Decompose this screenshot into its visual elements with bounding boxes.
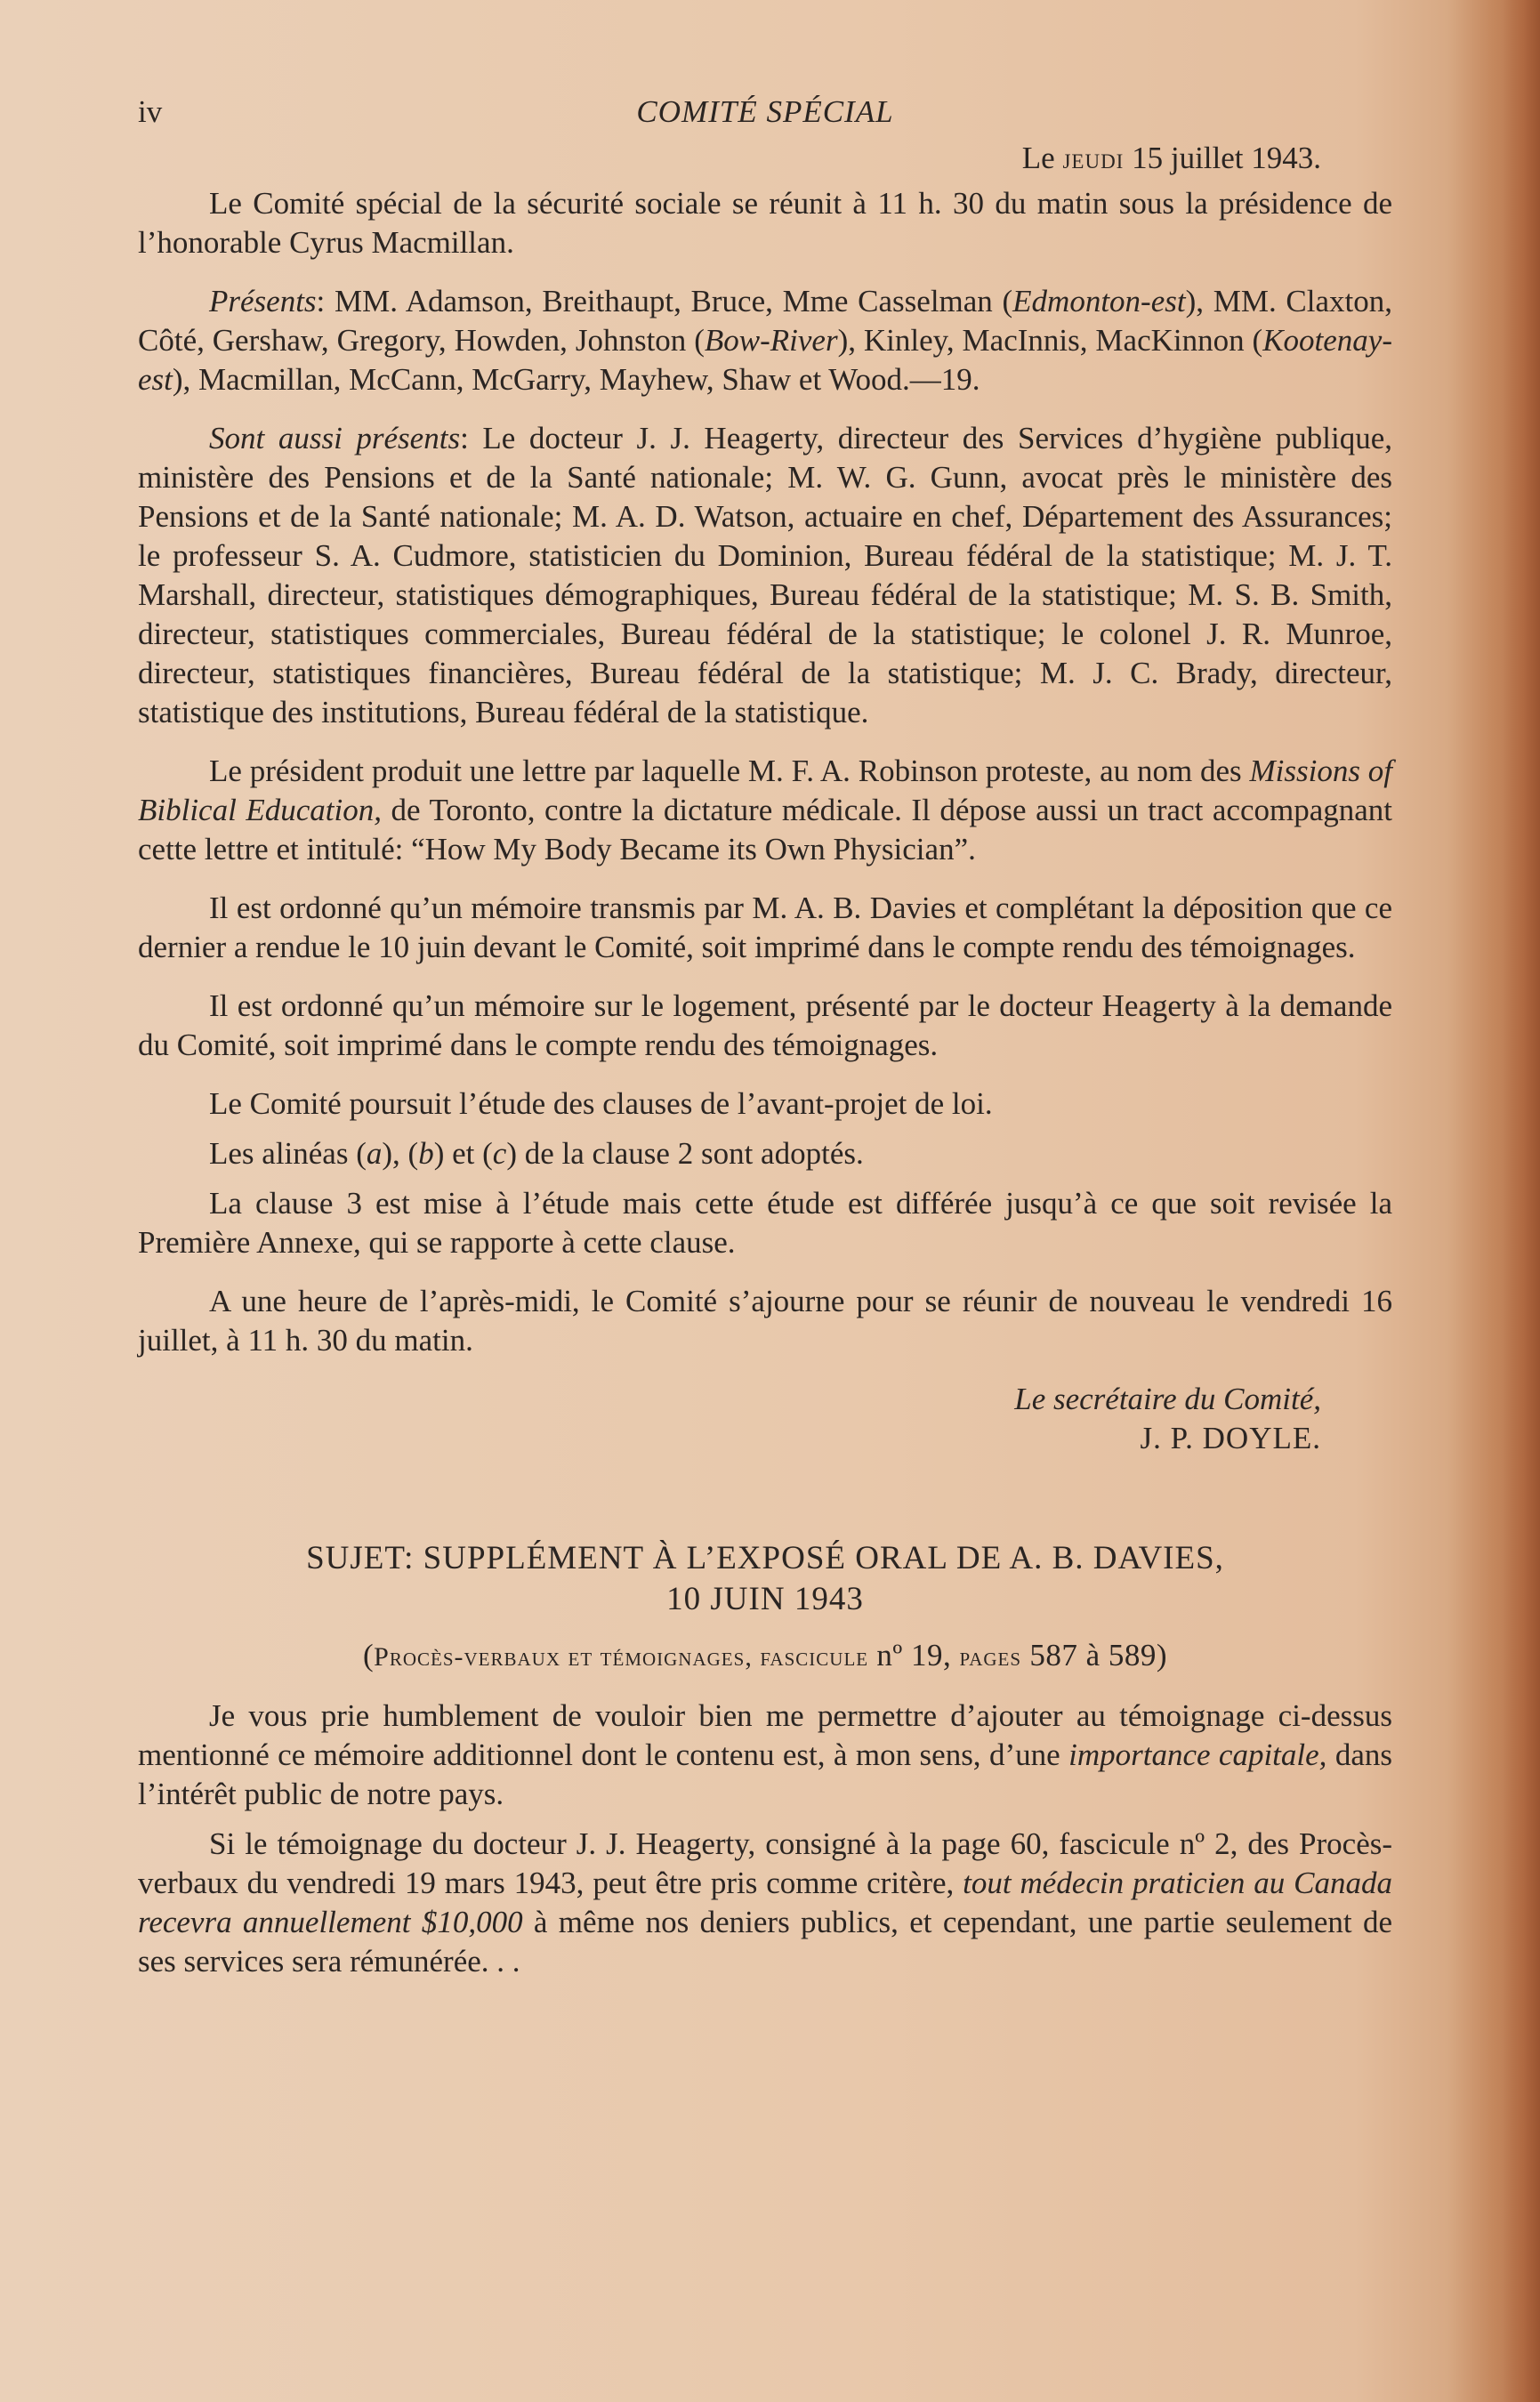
memo-paragraph-2: Si le témoignage du docteur J. J. Heagerty, consigné à la page 60, fascicule nº 2, des Procès-verbaux du vendredi 19 mars 1943, peut être pris comme critère, tout médecin praticien au Canada recevra annuellement $10,000 à même nos deniers publics, et cependant, une partie seulement de ses services sera rémunérée. . . bbox=[138, 1826, 1392, 1979]
paragraph-clause-2: Les alinéas (a), (b) et (c) de la clause 2 sont adoptés. bbox=[209, 1136, 864, 1171]
page-header bbox=[138, 89, 1392, 139]
label-presents: Présents bbox=[209, 284, 317, 318]
signature-role: Le secrétaire du Comité, bbox=[1014, 1382, 1321, 1416]
paragraph-davies-memo: Il est ordonné qu’un mémoire transmis par M. A. B. Davies et complétant la déposition que ce dernier a rendue le 10 juin devant le Comité, soit imprimé dans le compte rendu des témoignages. bbox=[138, 891, 1392, 964]
paragraph-adjournment: A une heure de l’après-midi, le Comité s’ajourne pour se réunir de nouveau le vendredi 16 juillet, à 11 h. 30 du matin. bbox=[138, 1284, 1392, 1358]
page-content bbox=[138, 89, 1392, 2001]
paragraph-present-members: Présents: MM. Adamson, Breithaupt, Bruce, Mme Casselman (Edmonton-est), MM. Claxton, Côté, Gershaw, Gregory, Howden, Johnston (Bow-River), Kinley, MacInnis, MacKinnon (Kootenay-est), Macmillan, McCann, McGarry, Mayhew, Shaw et Wood.—19. bbox=[138, 284, 1392, 397]
paragraph-opening: Le Comité spécial de la sécurité sociale se réunit à 11 h. 30 du matin sous la présidence de l’honorable Cyrus Macmillan. bbox=[138, 186, 1392, 260]
paragraph-letter: Le président produit une lettre par laquelle M. F. A. Robinson proteste, au nom des Missions of Biblical Education, de Toronto, contre la dictature médicale. Il dépose aussi un tract accompagnant cette lettre et intitulé: “How My Body Became its Own Physician”. bbox=[138, 754, 1392, 866]
date-weekday: jeudi bbox=[1062, 143, 1125, 175]
memo-paragraph-1: Je vous prie humblement de vouloir bien me permettre d’ajouter au témoignage ci-dessus mentionné ce mémoire additionnel dont le contenu est, à mon sens, d’une importance capitale, dans l’intérêt public de notre pays. bbox=[138, 1698, 1392, 1811]
meeting-date: Le jeudi 15 juillet 1943. bbox=[1021, 141, 1321, 175]
page-edge-shadow bbox=[1503, 0, 1540, 2402]
paragraph-housing-memo: Il est ordonné qu’un mémoire sur le logement, présenté par le docteur Heagerty à la demande du Comité, soit imprimé dans le compte rendu des témoignages. bbox=[138, 988, 1392, 1062]
running-title: COMITÉ SPÉCIAL bbox=[636, 94, 894, 129]
label-also-present: Sont aussi présents bbox=[209, 421, 461, 455]
signature-name: J. P. DOYLE. bbox=[1140, 1421, 1321, 1455]
paragraph-bill-study: Le Comité poursuit l’étude des clauses de l’avant-projet de loi. bbox=[209, 1086, 993, 1121]
paragraph-also-present: Sont aussi présents: Le docteur J. J. Heagerty, directeur des Services d’hygiène publique, ministère des Pensions et de la Santé nationale; M. W. G. Gunn, avocat près le ministère des Pensions et de la Santé nationale; M. A. D. Watson, actuaire en chef, Département des Assurances; le professeur S. A. Cudmore, statisticien du Dominion, Bureau fédéral de la statistique; M. J. T. Marshall, directeur, statistiques démographiques, Bureau fédéral de la statistique; M. S. B. Smith, directeur, statistiques commerciales, Bureau fédéral de la statistique; le colonel J. R. Munroe, directeur, statistiques financières, Bureau fédéral de la statistique; M. J. C. Brady, directeur, statistique des institutions, Bureau fédéral de la statistique. bbox=[138, 421, 1392, 729]
section-reference: (Procès-verbaux et témoignages, fascicule nº 19, pages 587 à 589) bbox=[362, 1638, 1168, 1673]
paragraph-clause-3: La clause 3 est mise à l’étude mais cette étude est différée jusqu’à ce que soit revisée la Première Annexe, qui se rapporte à cette clause. bbox=[138, 1186, 1392, 1260]
page-number: iv bbox=[138, 94, 163, 129]
section-title: SUJET: SUPPLÉMENT À L’EXPOSÉ ORAL DE A. B. DAVIES, 10 JUIN 1943 bbox=[306, 1540, 1224, 1617]
